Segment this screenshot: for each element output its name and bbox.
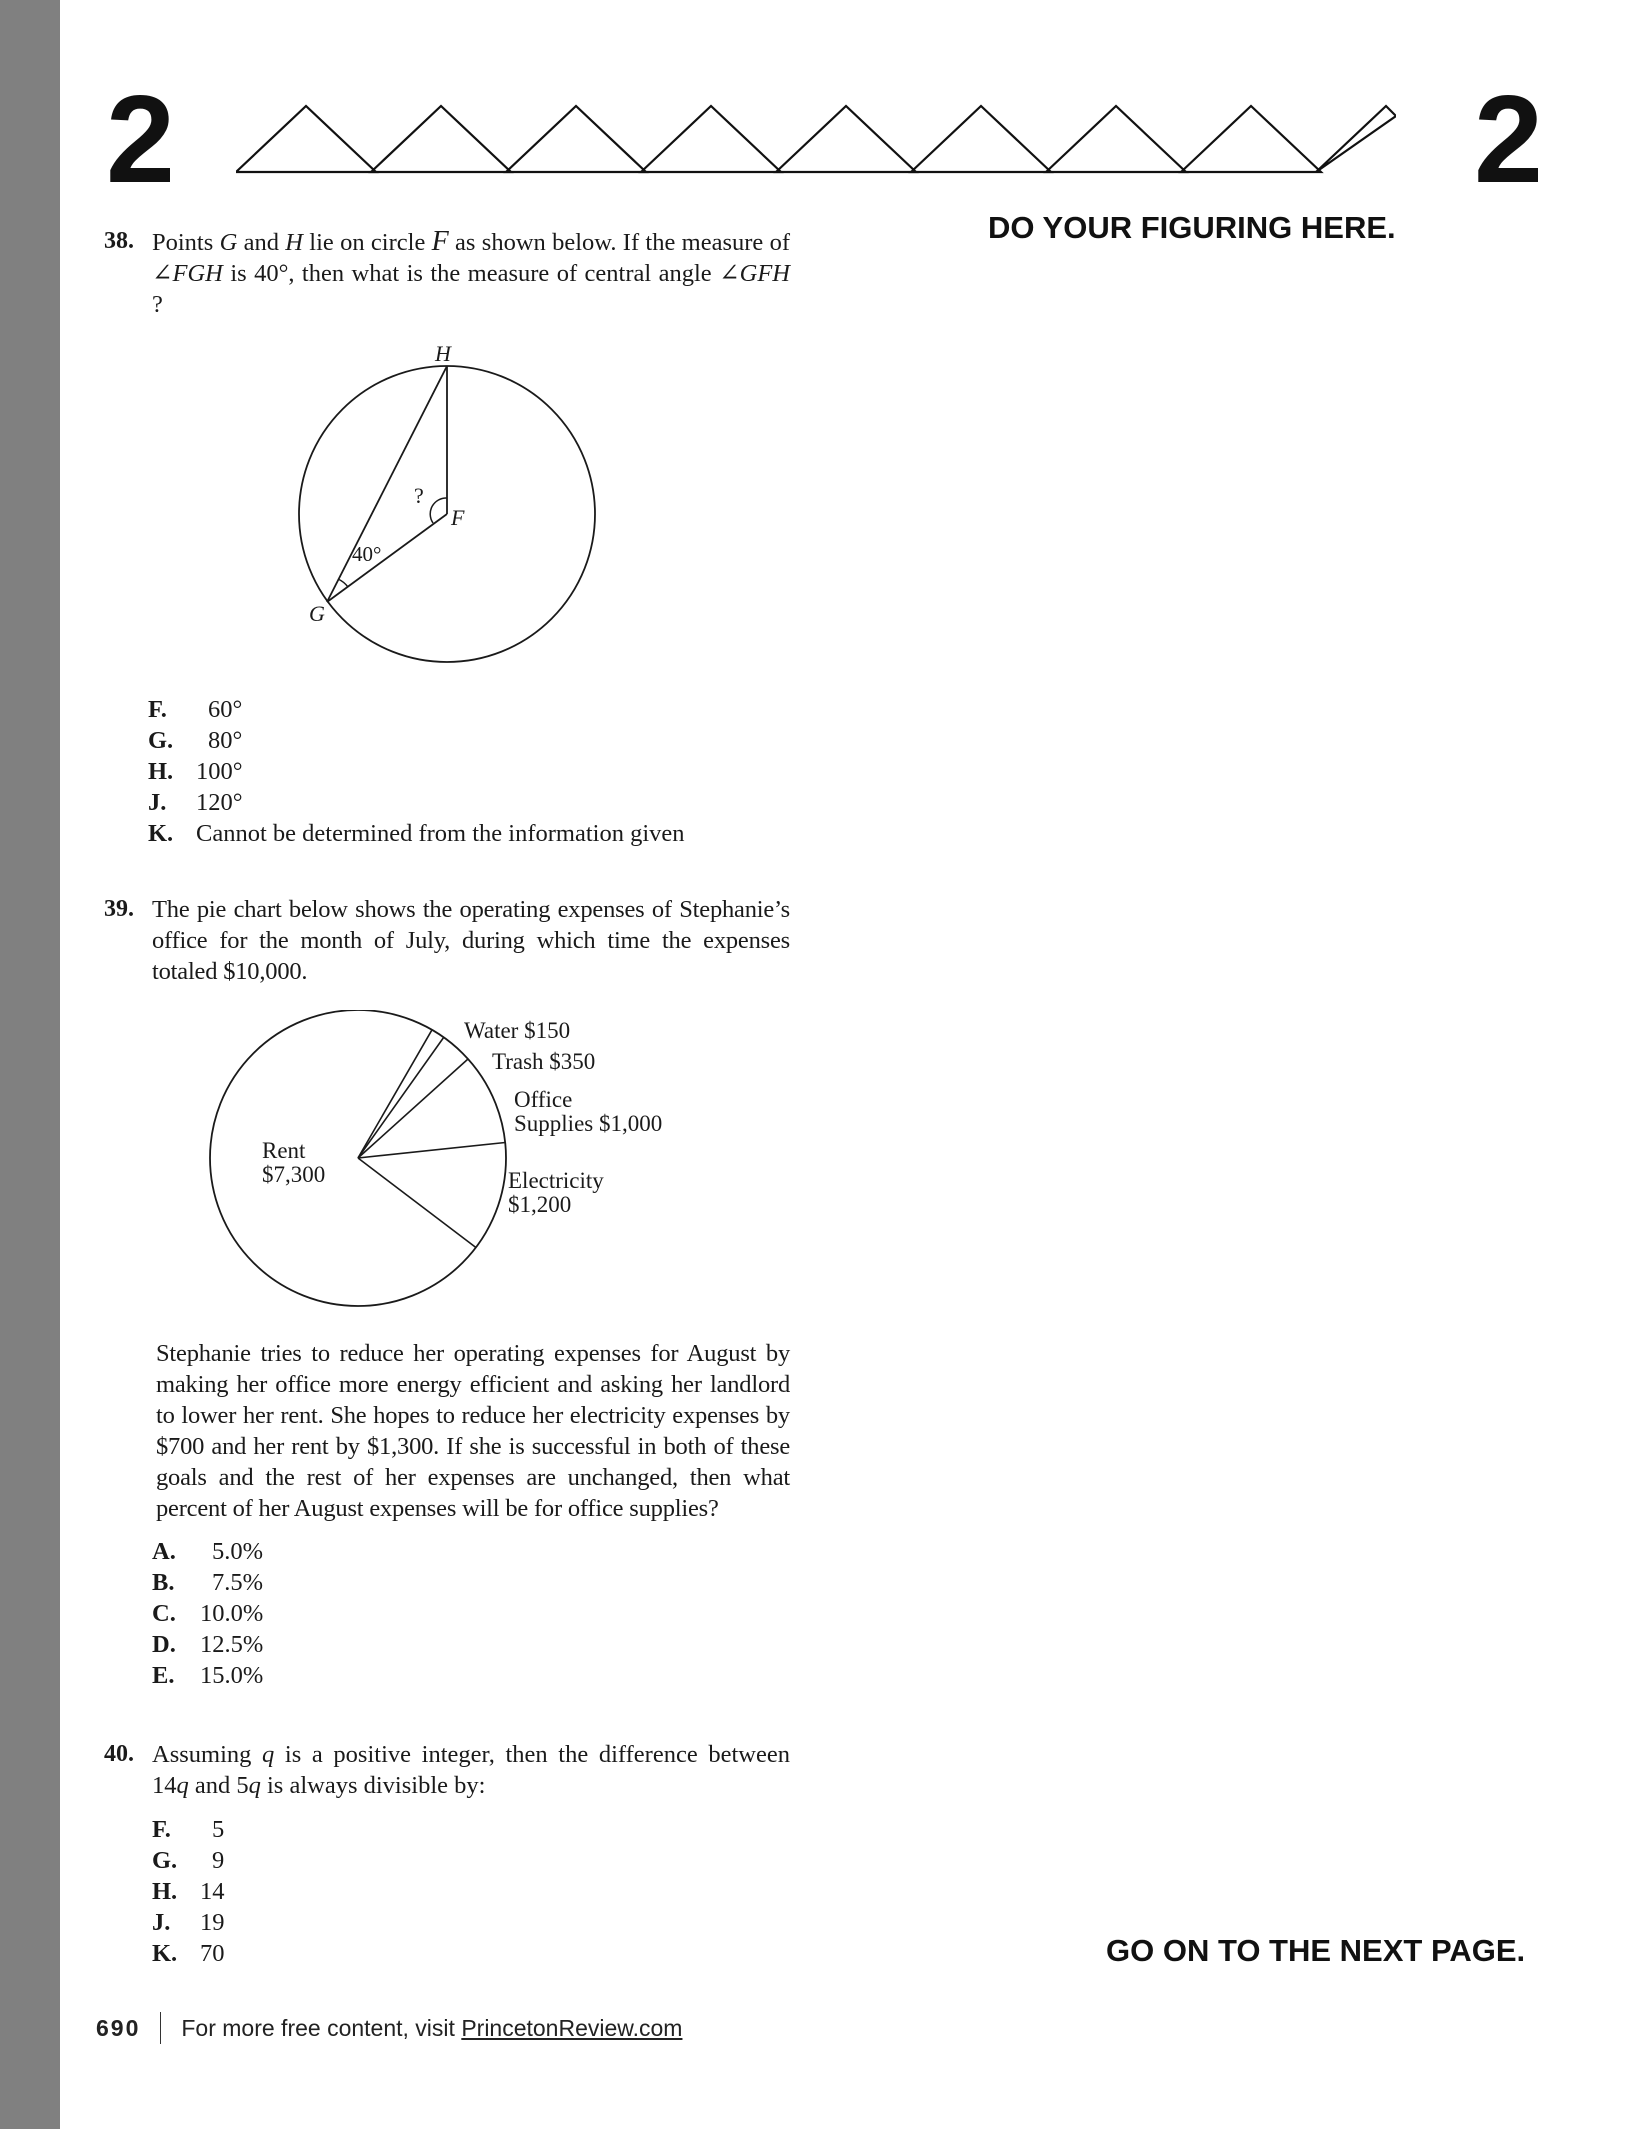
question-40-choices bbox=[152, 1814, 225, 1969]
pie-label-electricity: $1,200 bbox=[508, 1192, 572, 1217]
label-unknown-angle: ? bbox=[414, 483, 424, 508]
triangle-icon bbox=[641, 106, 781, 172]
label-40-degrees: 40° bbox=[352, 542, 382, 566]
question-38-number: 38. bbox=[104, 228, 134, 254]
label-h: H bbox=[435, 341, 451, 366]
circle-figure bbox=[270, 335, 610, 675]
triangle-icon bbox=[1316, 106, 1396, 172]
answer-choice[interactable]: G. 80° bbox=[148, 727, 243, 754]
question-40-text: Assuming q is a positive integer, then the difference between 14q and 5q is always divisible by: bbox=[152, 1741, 790, 1799]
answer-choice[interactable]: E. 15.0% bbox=[152, 1662, 264, 1689]
answer-choice[interactable]: F. 5 bbox=[152, 1816, 225, 1843]
question-38-choices bbox=[148, 694, 685, 849]
triangle-icon bbox=[776, 106, 916, 172]
figuring-heading: DO YOUR FIGURING HERE. bbox=[988, 210, 1396, 245]
triangle-icon bbox=[1181, 106, 1321, 172]
triangle-icon bbox=[371, 106, 511, 172]
label-f: F bbox=[451, 505, 465, 530]
pie-label-office-supplies: Supplies $1,000 bbox=[514, 1111, 663, 1136]
pie-slice-boundary bbox=[358, 1059, 468, 1158]
pie-label-office-supplies: Office bbox=[514, 1087, 573, 1112]
pie-slice-boundary bbox=[358, 1037, 444, 1158]
question-40-number: 40. bbox=[104, 1741, 134, 1767]
pie-label-trash: Trash $350 bbox=[492, 1049, 596, 1074]
triangle-icon bbox=[911, 106, 1051, 172]
pie-chart bbox=[200, 1010, 760, 1340]
answer-choice[interactable]: J. 19 bbox=[152, 1909, 225, 1936]
page-footer bbox=[96, 2012, 682, 2044]
pie-label-water: Water $150 bbox=[464, 1018, 571, 1043]
question-39-number: 39. bbox=[104, 896, 134, 922]
pie-slice-boundary bbox=[358, 1158, 476, 1248]
triangle-icon bbox=[1046, 106, 1186, 172]
question-39-body: Stephanie tries to reduce her operating expenses for August by making her office more energy efficient and asking her landlord to lower her rent. She hopes to reduce her electricity expenses by $700 and her rent by $1,300. If she is successful in both of these goals and the rest of her expenses are unchanged, then what percent of her August expenses will be for office supplies? bbox=[156, 1340, 790, 1522]
go-on-next-page: GO ON TO THE NEXT PAGE. bbox=[1106, 1933, 1526, 1968]
princeton-review-link[interactable]: PrincetonReview.com bbox=[461, 2014, 683, 2041]
triangle-icon bbox=[506, 106, 646, 172]
answer-choice[interactable]: G. 9 bbox=[152, 1847, 225, 1874]
answer-choice[interactable]: J. 120° bbox=[148, 789, 243, 816]
angle-arc-g bbox=[338, 579, 348, 587]
segment-gh bbox=[327, 366, 447, 602]
answer-choice[interactable]: K. Cannot be determined from the information given bbox=[148, 820, 685, 847]
question-39-intro: The pie chart below shows the operating expenses of Stephanie’s office for the month of July, during which time the expenses totaled $10,000. bbox=[152, 896, 790, 985]
pie-slice-boundary bbox=[358, 1030, 432, 1158]
question-38-text: Points G and H lie on circle F as shown below. If the measure of ∠FGH is 40°, then what is the measure of central angle ∠GFH ? bbox=[152, 226, 791, 318]
section-number-left: 2 bbox=[106, 71, 175, 209]
page-number: 690 bbox=[96, 2014, 141, 2041]
answer-choice[interactable]: H. 100° bbox=[148, 758, 243, 785]
footer-prefix: For more free content, visit bbox=[181, 2014, 462, 2041]
label-g: G bbox=[309, 601, 325, 626]
pie-label-rent: Rent bbox=[262, 1138, 306, 1163]
pie-label-rent: $7,300 bbox=[262, 1162, 326, 1187]
segment-fg bbox=[327, 514, 447, 602]
question-39-choices bbox=[152, 1536, 263, 1691]
section-triangles bbox=[236, 104, 1396, 176]
answer-choice[interactable]: A. 5.0% bbox=[152, 1538, 264, 1565]
page-side-bar bbox=[0, 0, 60, 2129]
answer-choice[interactable]: K. 70 bbox=[152, 1940, 225, 1967]
answer-choice[interactable]: D. 12.5% bbox=[152, 1631, 264, 1658]
section-number-right: 2 bbox=[1474, 71, 1543, 209]
answer-choice[interactable]: B. 7.5% bbox=[152, 1569, 264, 1596]
answer-choice[interactable]: H. 14 bbox=[152, 1878, 225, 1905]
answer-choice[interactable]: C. 10.0% bbox=[152, 1600, 264, 1627]
pie-slice-boundary bbox=[358, 1143, 505, 1159]
answer-choice[interactable]: F. 60° bbox=[148, 696, 243, 723]
footer-divider bbox=[160, 2012, 161, 2044]
triangle-icon bbox=[236, 106, 376, 172]
pie-label-electricity: Electricity bbox=[508, 1168, 604, 1193]
